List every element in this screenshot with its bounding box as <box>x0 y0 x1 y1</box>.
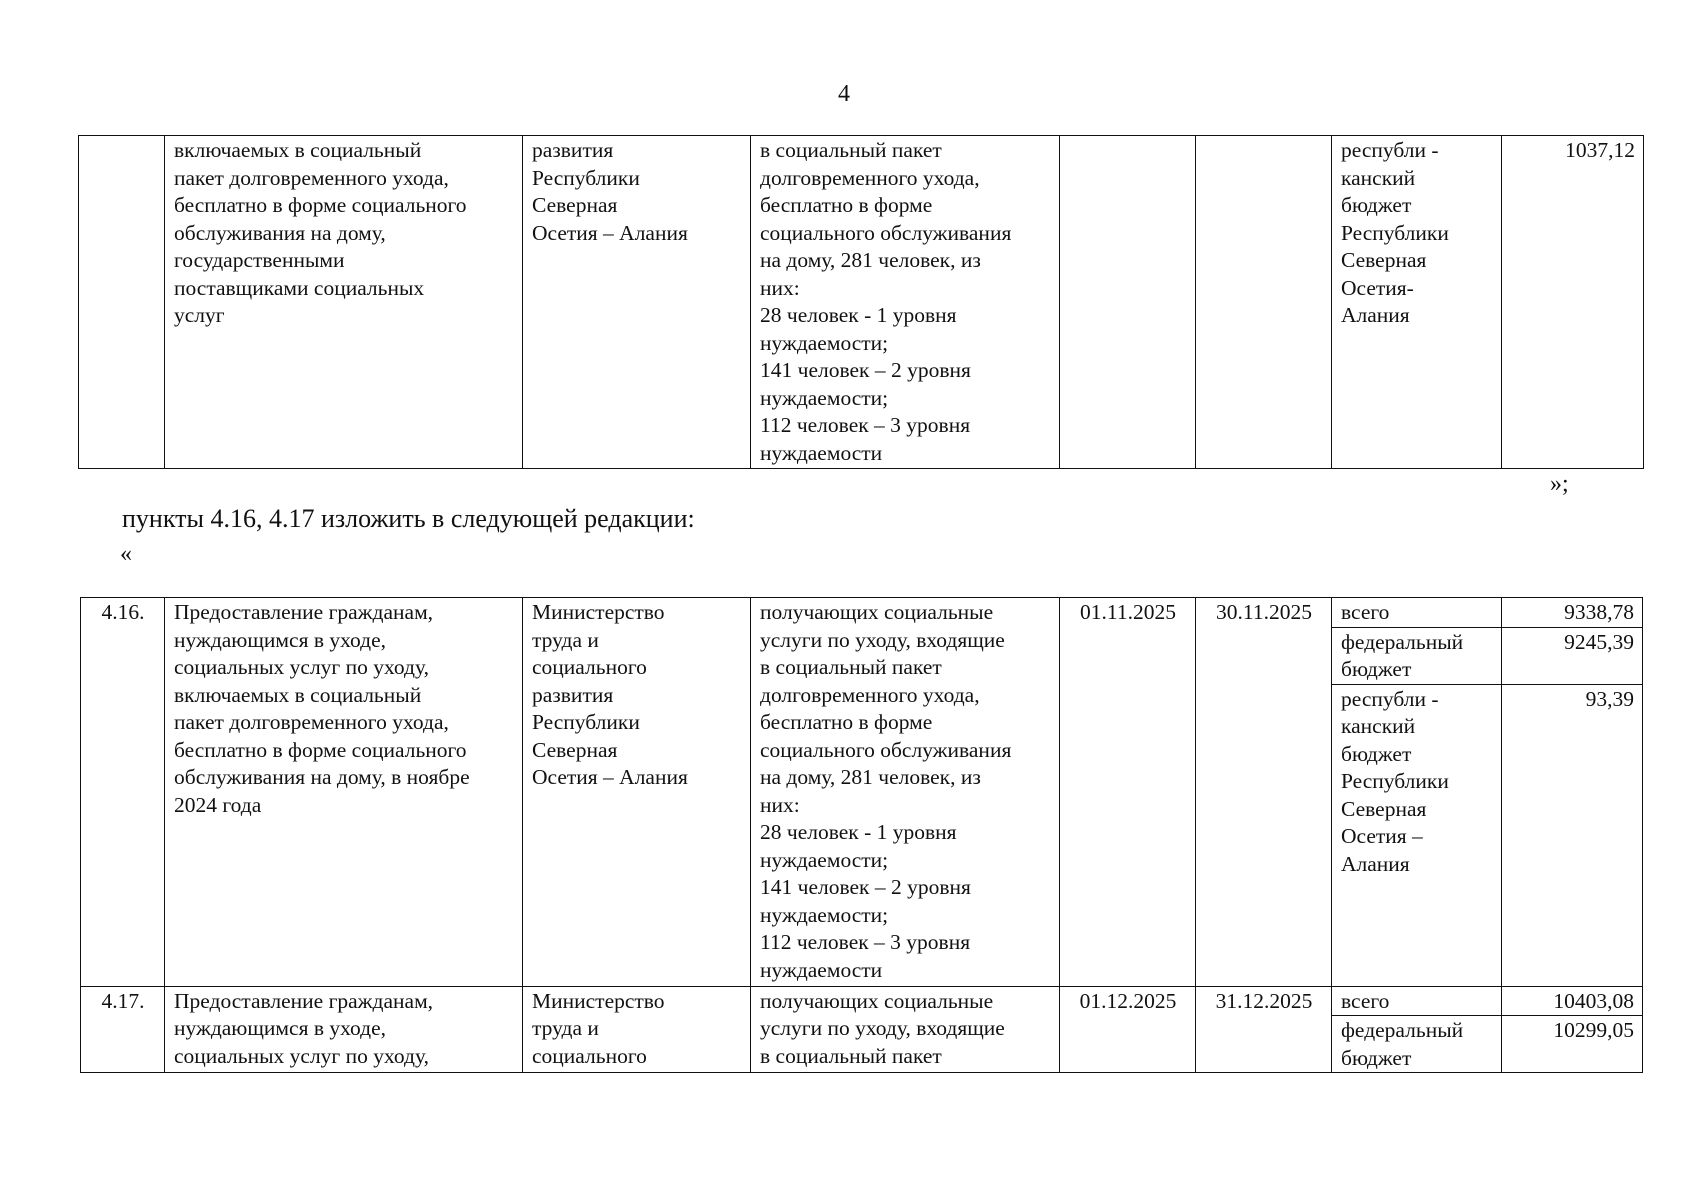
amendment-instruction: пункты 4.16, 4.17 изложить в следующей редакции: <box>122 504 695 533</box>
indicator-cell: получающих социальные услуги по уходу, входящие в социальный пакет <box>751 986 1060 1073</box>
end-date-cell <box>1196 136 1332 469</box>
executor-cell: развития Республики Северная Осетия – Алания <box>523 136 751 469</box>
table-row <box>79 136 1644 469</box>
start-date-cell: 01.11.2025 <box>1060 598 1196 987</box>
amended-items-table <box>80 597 1643 1073</box>
funding-source-cell: всего <box>1332 598 1502 628</box>
amount-cell: 9245,39 <box>1502 627 1643 684</box>
row-number-cell <box>79 136 165 469</box>
description-cell: Предоставление гражданам, нуждающимся в уходе, социальных услуг по уходу, включаемых в социальный пакет долговременного ухода, бесплатно в форме социального обслуживания на дому, в ноябре 2024 года <box>165 598 523 987</box>
end-date-cell: 30.11.2025 <box>1196 598 1332 987</box>
description-cell: включаемых в социальный пакет долговременного ухода, бесплатно в форме социального обслуживания на дому, государственными поставщиками социальных услуг <box>165 136 523 469</box>
executor-cell: Министерство труда и социального <box>523 986 751 1073</box>
funding-source-cell: федеральный бюджет <box>1332 627 1502 684</box>
indicator-cell: получающих социальные услуги по уходу, входящие в социальный пакет долговременного ухода, бесплатно в форме социального обслуживания на дому, 281 человек, из них: 28 человек - 1 уровня нуждаемости; 141 человек – 2 уровня нуждаемости; 112 человек – 3 уровня нуждаемости <box>751 598 1060 987</box>
continued-table <box>78 135 1644 469</box>
table-row <box>81 598 1643 628</box>
amount-cell: 10403,08 <box>1502 986 1643 1016</box>
row-number-cell: 4.17. <box>81 986 165 1073</box>
amount-cell: 93,39 <box>1502 684 1643 986</box>
page-number: 4 <box>838 81 850 107</box>
start-date-cell <box>1060 136 1196 469</box>
opening-quote: « <box>120 541 132 567</box>
table-row <box>81 986 1643 1016</box>
executor-cell: Министерство труда и социального развития Республики Северная Осетия – Алания <box>523 598 751 987</box>
row-number-cell: 4.16. <box>81 598 165 987</box>
closing-quote: »; <box>1550 471 1569 497</box>
amount-cell: 9338,78 <box>1502 598 1643 628</box>
funding-source-cell: всего <box>1332 986 1502 1016</box>
description-cell: Предоставление гражданам, нуждающимся в уходе, социальных услуг по уходу, <box>165 986 523 1073</box>
funding-source-cell: республи - канский бюджет Республики Северная Осетия- Алания <box>1332 136 1502 469</box>
funding-source-cell: республи - канский бюджет Республики Северная Осетия – Алания <box>1332 684 1502 986</box>
start-date-cell: 01.12.2025 <box>1060 986 1196 1073</box>
amount-cell: 1037,12 <box>1502 136 1644 469</box>
amount-cell: 10299,05 <box>1502 1016 1643 1073</box>
funding-source-cell: федеральный бюджет <box>1332 1016 1502 1073</box>
end-date-cell: 31.12.2025 <box>1196 986 1332 1073</box>
indicator-cell: в социальный пакет долговременного ухода, бесплатно в форме социального обслуживания на дому, 281 человек, из них: 28 человек - 1 уровня нуждаемости; 141 человек – 2 уровня нуждаемости; 112 человек – 3 уровня нуждаемости <box>751 136 1060 469</box>
